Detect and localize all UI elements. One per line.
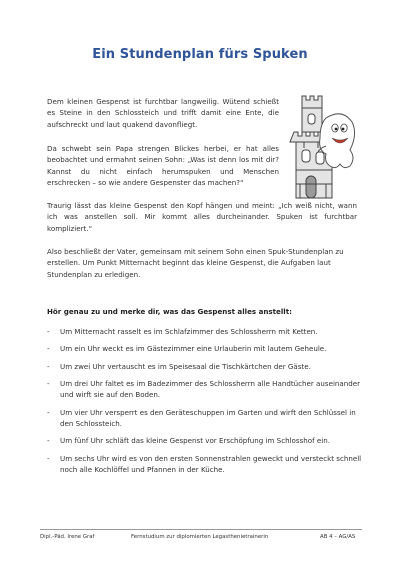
footer-author: Dipl.-Päd. Irene Graf [40,534,95,540]
task-heading: Hör genau zu und merke dir, was das Gespenst alles anstellt: [47,307,292,316]
footer-sheet-id: AB 4 – AG/AS [320,534,356,540]
page-title: Ein Stundenplan fürs Spuken [92,47,308,62]
story-paragraph-3: Traurig lässt das kleine Gespenst den Kopf hängen und meint: „Ich weiß nicht, wann ich was anstellen soll. Mir kommt alles durcheinander. Spuken ist furchtbar kompliziert.“ [47,201,357,233]
list-dash: - [47,361,50,371]
list-item-text: Um ein Uhr weckt es im Gästezimmer eine Urlauberin mit lautem Geheule. [60,344,327,354]
task-list [47,326,367,481]
list-item [47,407,367,429]
list-item-text: Um vier Uhr versperrt es den Geräteschuppen im Garten und wirft den Schlüssel in den Schlossteich. [60,407,356,428]
list-item-text: Um Mitternacht rasselt es im Schlafzimmer des Schlossherrn mit Ketten. [60,327,318,336]
list-item [47,361,367,372]
list-dash: - [47,453,50,463]
list-item-text: Um sechs Uhr wird es von den ersten Sonnenstrahlen geweckt und versteckt schnell noch alle Kochlöffel und Pfannen in der Küche. [60,453,362,474]
list-item-text: Um drei Uhr faltet es im Badezimmer des Schlossherrn alle Handtücher auseinander und wirft sie auf den Boden. [60,379,361,400]
list-dash: - [47,407,50,417]
list-dash: - [47,327,50,336]
footer-course: Fernstudium zur diplomierten Legasthenietrainerin [131,534,269,540]
story-paragraph-1: Dem kleinen Gespenst ist furchtbar langweilig. Wütend schießt es Steine in den Schlossteich und trifft damit eine Ente, die aufschreckt und laut quakend davonfliegt. [47,97,279,129]
story-paragraph-4: Also beschließt der Vater, gemeinsam mit seinem Sohn einen Spuk-Stundenplan zu erstellen. Um Punkt Mitternacht beginnt das kleine Gespenst, die Aufgaben laut Stundenplan zu erledigen. [47,247,344,279]
list-dash: - [47,379,50,389]
list-item [47,343,367,354]
list-item [47,453,367,475]
list-dash: - [47,436,50,446]
list-item [47,378,367,400]
list-item [47,435,367,446]
list-item-text: Um zwei Uhr vertauscht es im Speisesaal die Tischkärtchen der Gäste. [60,361,311,371]
list-dash: - [47,344,50,354]
footer-divider [40,529,362,530]
castle-ghost-illustration [282,92,356,202]
list-item [47,326,367,337]
list-item-text: Um fünf Uhr schläft das kleine Gespenst vor Erschöpfung im Schlosshof ein. [60,436,330,446]
story-paragraph-2: Da schwebt sein Papa strengen Blickes herbei, er hat alles beobachtet und ermahnt seinen Sohn: „Was ist denn los mit dir? Kannst du nicht einfach herumspuken und Menschen erschrecken – so wie andere Gespenster das machen?“ [47,144,279,188]
